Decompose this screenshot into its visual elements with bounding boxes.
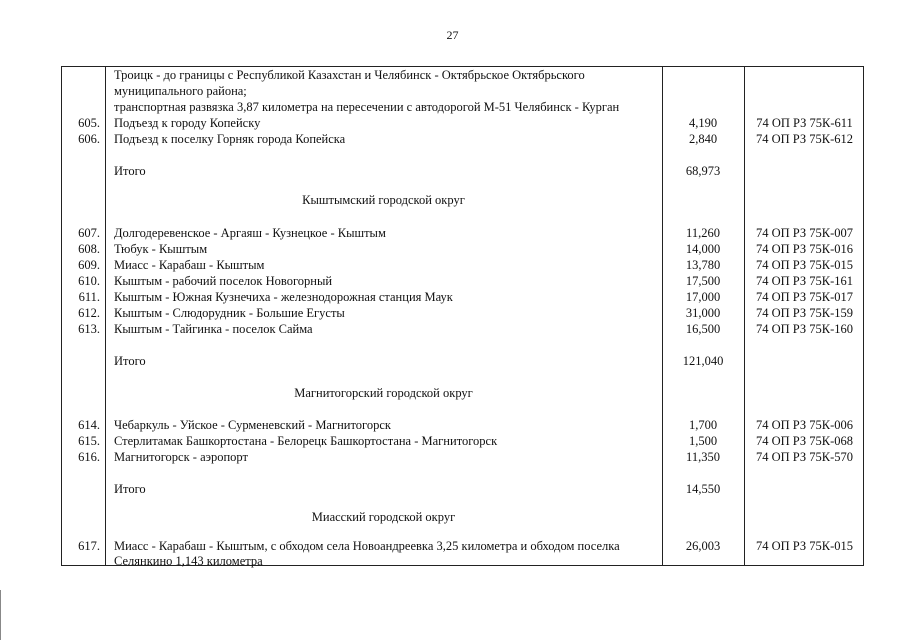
road-length: 26,003 [685,539,721,553]
road-length: 14,000 [685,242,721,256]
road-code: 74 ОП РЗ 75К-612 [755,132,854,146]
row-number: 608. [78,242,100,256]
road-code: 74 ОП РЗ 75К-570 [755,450,854,464]
total-length: 121,040 [682,354,724,368]
road-name: Кыштым - Тайгинка - поселок Сайма [114,322,313,336]
road-code: 74 ОП РЗ 75К-016 [755,242,854,256]
total-label: Итого [114,164,146,178]
row-number: 605. [78,116,100,130]
road-length: 17,000 [685,290,721,304]
road-code: 74 ОП РЗ 75К-006 [755,418,854,432]
row-number: 612. [78,306,100,320]
row-number: 607. [78,226,100,240]
road-length: 31,000 [685,306,721,320]
road-code: 74 ОП РЗ 75К-611 [756,116,853,130]
continuation-line: муниципального района; [114,84,247,98]
row-number: 610. [78,274,100,288]
road-length: 11,350 [686,450,720,464]
row-number: 615. [78,434,100,448]
road-name: Миасс - Карабаш - Кыштым, с обходом села Новоандреевка 3,25 километра и обходом поселка [114,539,620,553]
road-length: 13,780 [685,258,721,272]
road-length: 4,190 [688,116,718,130]
road-name: Кыштым - Слюдорудник - Большие Егусты [114,306,345,320]
row-number: 606. [78,132,100,146]
road-name: Кыштым - рабочий поселок Новогорный [114,274,333,288]
row-number: 616. [78,450,100,464]
total-length: 68,973 [685,164,721,178]
row-number: 613. [78,322,100,336]
road-length: 17,500 [685,274,721,288]
road-code: 74 ОП РЗ 75К-068 [755,434,854,448]
road-code: 74 ОП РЗ 75К-159 [755,306,854,320]
section-header: Магнитогорский городской округ [294,386,473,400]
road-code: 74 ОП РЗ 75К-160 [755,322,854,336]
section-header: Миасский городской округ [311,510,456,524]
road-name: Стерлитамак Башкортостана - Белорецк Башкортостана - Магнитогорск [114,434,498,448]
road-code: 74 ОП РЗ 75К-007 [755,226,854,240]
road-name: Миасс - Карабаш - Кыштым [114,258,265,272]
road-code: 74 ОП РЗ 75К-015 [755,258,854,272]
row-number: 617. [78,539,100,553]
road-length: 16,500 [685,322,721,336]
roads-table [61,66,864,566]
continuation-line: транспортная развязка 3,87 километра на пересечении с автодорогой М-51 Челябинск - Курган [114,100,620,114]
road-name: Подъезд к поселку Горняк города Копейска [114,132,346,146]
total-label: Итого [114,354,146,368]
row-number: 609. [78,258,100,272]
road-length: 11,260 [686,226,720,240]
road-code: 74 ОП РЗ 75К-161 [755,274,854,288]
road-length: 2,840 [688,132,718,146]
scan-margin-line [0,590,1,640]
total-length: 14,550 [685,482,721,496]
page-number: 27 [446,28,459,42]
road-name: Подъезд к городу Копейску [114,116,261,130]
row-number: 611. [78,290,100,304]
road-length: 1,700 [688,418,718,432]
road-name: Магнитогорск - аэропорт [114,450,248,464]
section-header: Кыштымский городской округ [302,193,465,207]
road-name: Долгодеревенское - Аргаяш - Кузнецкое - Кыштым [114,226,386,240]
row-number: 614. [78,418,100,432]
road-code: 74 ОП РЗ 75К-017 [755,290,854,304]
total-label: Итого [114,482,146,496]
road-code: 74 ОП РЗ 75К-015 [755,539,854,553]
road-name: Кыштым - Южная Кузнечиха - железнодорожная станция Маук [114,290,453,304]
column-divider [105,67,106,565]
road-name-continued: Селянкино 1,143 километра [114,554,263,568]
road-length: 1,500 [688,434,718,448]
road-name: Тюбук - Кыштым [114,242,208,256]
continuation-line: Троицк - до границы с Республикой Казахстан и Челябинск - Октябрьское Октябрьского [114,68,585,82]
road-name: Чебаркуль - Уйское - Сурменевский - Магнитогорск [114,418,391,432]
